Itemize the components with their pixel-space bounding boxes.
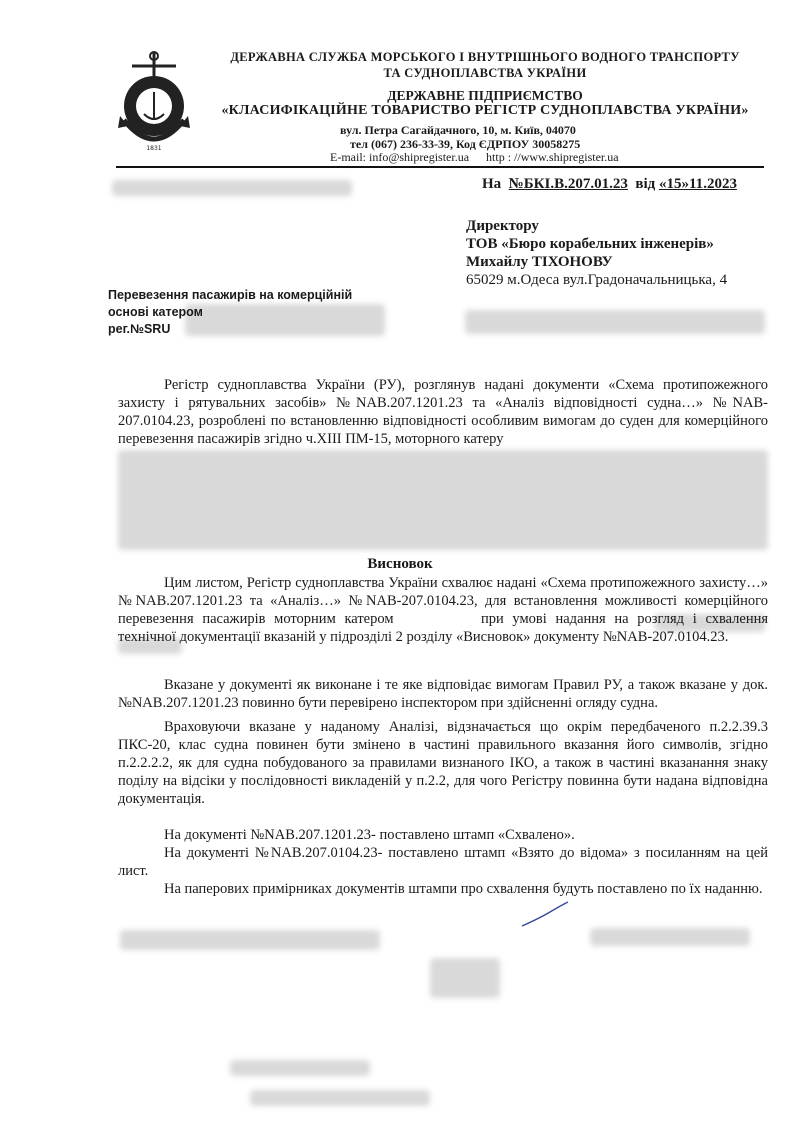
agency-line-2: ТА СУДНОПЛАВСТВА УКРАЇНИ xyxy=(383,66,587,80)
svg-text:1831: 1831 xyxy=(146,145,162,152)
organization-contacts xyxy=(330,150,633,165)
paragraph-intro: Регістр судноплавства України (РУ), розглянув надані документи «Схема протипожежного захисту і рятувальних засобів» №NAB.207.1201.23 та «Аналіз відповідності судна…» №NAB-207.0104.23, розроблені по встановленню відповідності особливим вимогам до суден для комерційного перевезення пасажирів згідно ч.XIII ПМ-15, моторного катеру xyxy=(118,377,768,447)
agency-line-1: ДЕРЖАВНА СЛУЖБА МОРСЬКОГО І ВНУТРІШНЬОГО ВОДНОГО ТРАНСПОРТУ xyxy=(230,50,740,64)
organization-address: вул. Петра Сагайдачного, 10, м. Київ, 04070 xyxy=(340,123,576,137)
redacted-signatory-name xyxy=(590,928,750,946)
redacted-executor-phone xyxy=(250,1090,430,1106)
paragraph-paper-copies: На паперових примірниках документів штампи про схвалення будуть поставлено по їх наданню. xyxy=(164,881,763,897)
addressee-address: 65029 м.Одеса вул.Градоначальницька, 4 xyxy=(466,272,728,288)
organization-phone: тел (067) 236-33-39, Код ЄДРПОУ 30058275 xyxy=(350,137,581,151)
ref-month: 11 xyxy=(689,176,704,192)
paragraph-inspection: Вказане у документі як виконане і те яке відповідає вимогам Правил РУ, а також вказане у док.№NAB.207.1201.23 повинно бути перевірено інспектором при здійсненні огляду судна. xyxy=(118,677,768,711)
paragraph-approval-part2: при умові надання на розгляд і схвалення технічної документації вказаній у підрозділі 2 розділу «Висновок» документу №NAB-207.0104.23. xyxy=(118,611,769,645)
ref-from: від xyxy=(635,176,656,192)
paragraph-analysis: Враховуючи вказане у наданому Аналізі, відзначається що окрім передбаченого п.2.2.39.3 ПКС-20, клас судна повинен бути змінено в частині правильного вказання його символів, згідно п.2.2.2.2, як для судна побудованого за правилами визнаного ІКО, а також в частині вказанання знаку поділу на відсіки у послідовності викладеній у п.2.2, для чого Регістру повинна бути надана відповідна документація. xyxy=(118,719,768,807)
redacted-vessel-name xyxy=(185,304,385,336)
register-logo-icon xyxy=(108,50,200,160)
enterprise-type: ДЕРЖАВНЕ ПІДПРИЄМСТВО xyxy=(387,88,583,103)
paragraph-stamp-approved: На документі №NAB.207.1201.23- поставлено штамп «Схвалено». xyxy=(164,827,575,843)
addressee-name: Михайлу ТІХОНОВУ xyxy=(466,254,613,270)
redacted-outgoing-number xyxy=(112,180,352,196)
redacted-vessel-details xyxy=(118,450,768,550)
header-divider xyxy=(116,166,764,168)
subject-line-1: Перевезення пасажирів на комерційній xyxy=(108,288,353,302)
paragraph-approval-part1: Цим листом, Регістр судноплавства України схвалює надані «Схема протипожежного захисту…» №NAB.207.1201.23 та «Аналіз…» №NAB-207.0104.23, для встановлення можливості комерційного перевезення пасажирів моторним катером xyxy=(118,575,768,627)
ref-prefix: На xyxy=(482,176,502,192)
addressee-company: ТОВ «Бюро корабельних інженерів» xyxy=(466,236,714,252)
email-text: E-mail: info@shipregister.ua xyxy=(330,150,470,164)
organization-name: «КЛАСИФІКАЦІЙНЕ ТОВАРИСТВО РЕГІСТР СУДНОПЛАВСТВА УКРАЇНИ» xyxy=(221,103,749,118)
ref-day: «15» xyxy=(659,176,689,192)
document-reference xyxy=(482,176,737,193)
subject-line-2: основі катером xyxy=(108,305,203,319)
redacted-stamp xyxy=(430,958,500,998)
conclusion-title: Висновок xyxy=(367,556,433,572)
redacted-executor xyxy=(230,1060,370,1076)
ref-year: .2023 xyxy=(703,176,737,192)
subject-line-3: рег.№SRU xyxy=(108,322,171,336)
redacted-addressee-extra xyxy=(465,310,765,334)
addressee-position: Директору xyxy=(466,218,539,234)
signature-icon xyxy=(520,900,570,930)
paragraph-approval xyxy=(118,574,768,646)
paragraph-stamp-noted: На документі №NAB.207.0104.23- поставлено штамп «Взято до відома» з посиланням на цей лист. xyxy=(118,845,768,879)
redacted-signatory-title xyxy=(120,930,380,950)
ref-number: №БКІ.В.207.01.23 xyxy=(508,176,628,192)
website-text: http : //www.shipregister.ua xyxy=(486,150,619,164)
